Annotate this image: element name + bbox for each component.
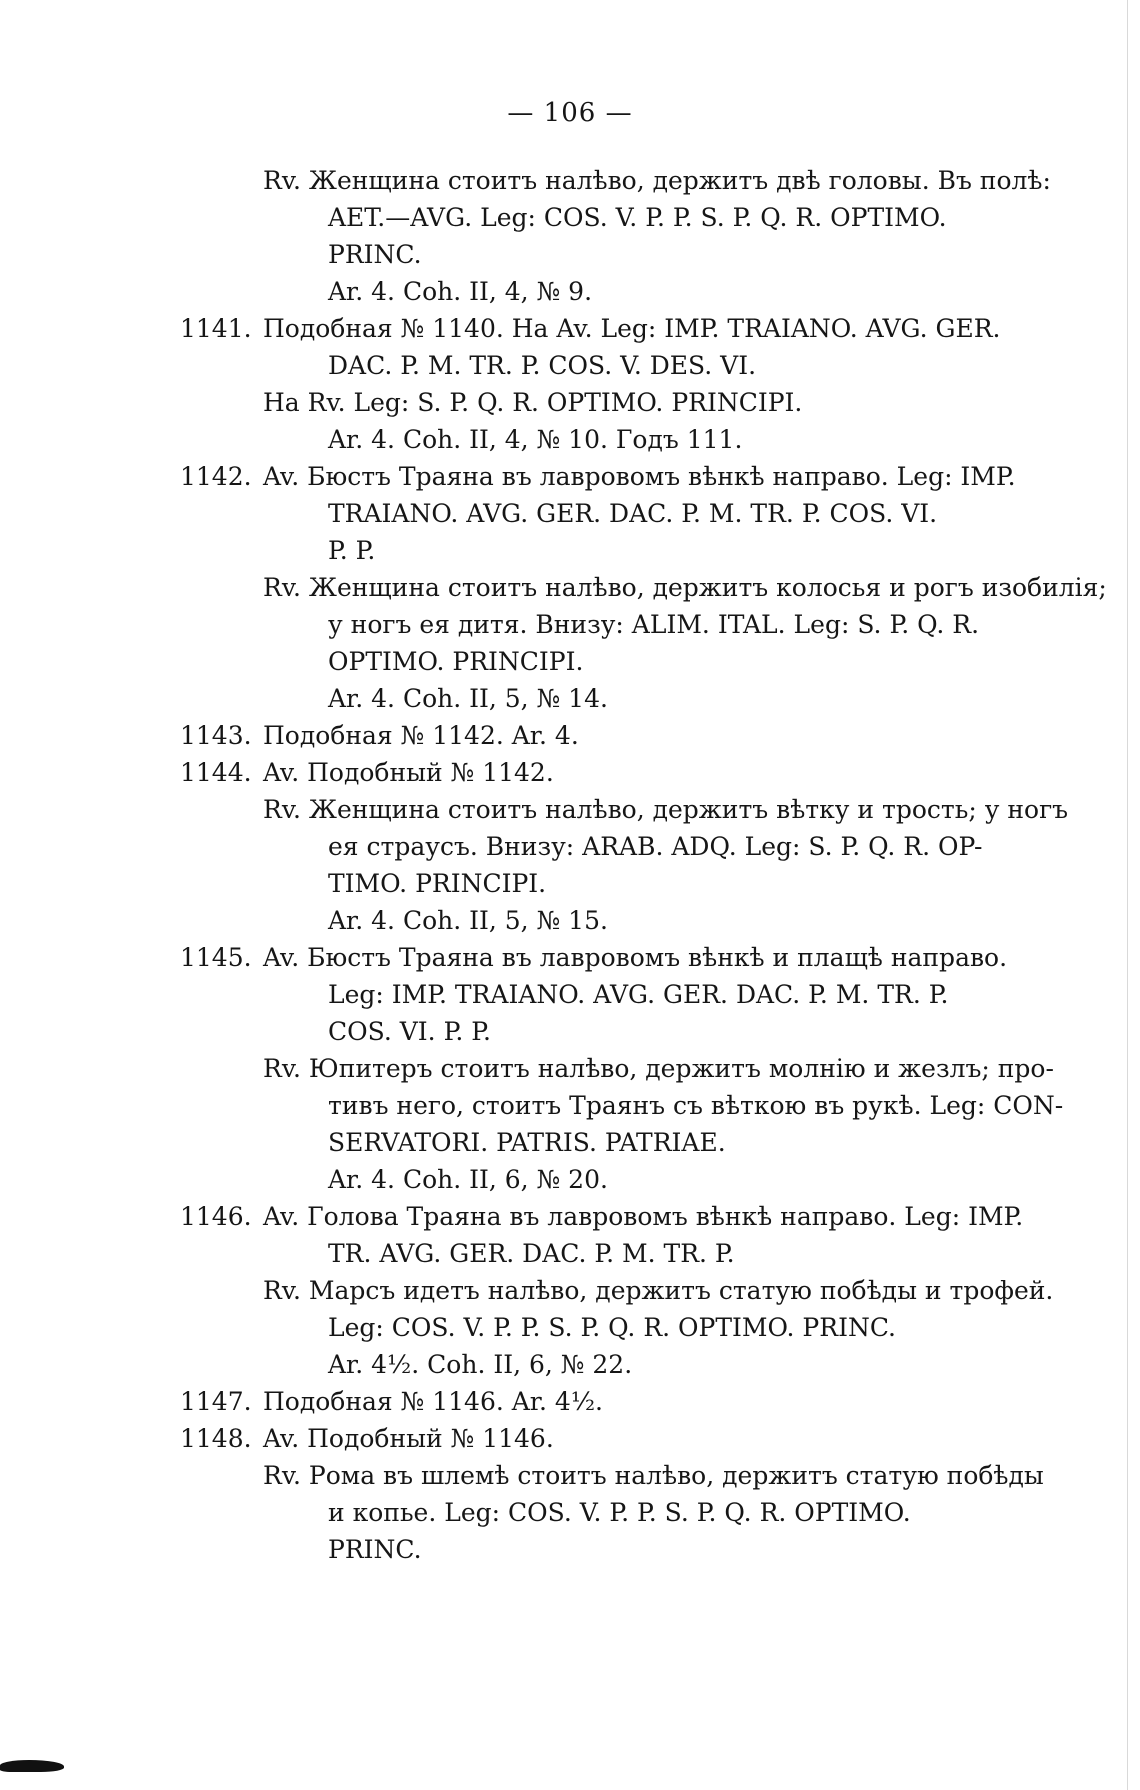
ink-smudge — [0, 1760, 64, 1772]
page-number: — 106 — — [507, 98, 633, 128]
page-edge-line — [1127, 0, 1128, 1790]
